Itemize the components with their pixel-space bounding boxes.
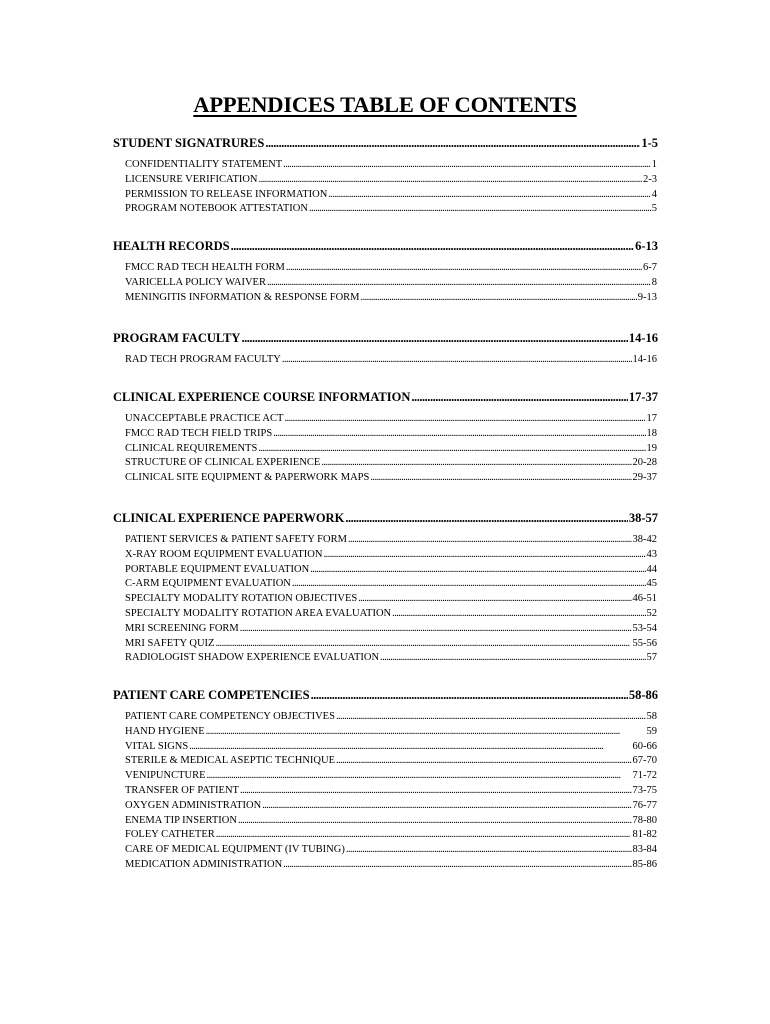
toc-entry — [125, 355, 657, 366]
section-title: PROGRAM FACULTY — [113, 331, 241, 345]
toc-entry — [125, 609, 657, 620]
toc-section-heading — [113, 512, 658, 525]
dot-leader — [273, 429, 645, 440]
dot-leader — [380, 653, 645, 664]
page-range: 76-77 — [632, 799, 657, 811]
entry-title: FMCC RAD TECH FIELD TRIPS — [125, 427, 273, 439]
page-range: 18 — [646, 427, 657, 439]
dot-leader — [358, 594, 631, 605]
toc-entry — [125, 653, 657, 664]
page-range: 59 — [646, 725, 657, 737]
toc-section-heading — [113, 689, 658, 702]
entry-title: ENEMA TIP INSERTION — [125, 814, 237, 826]
entry-title: X-RAY ROOM EQUIPMENT EVALUATION — [125, 548, 323, 560]
page-range: 58-86 — [628, 688, 658, 702]
page-range: 46-51 — [632, 593, 657, 605]
dot-leader — [336, 712, 646, 723]
entry-title: FMCC RAD TECH HEALTH FORM — [125, 262, 285, 273]
page-range: 6-13 — [635, 239, 658, 253]
dot-leader — [206, 727, 646, 738]
entry-title: OXYGEN ADMINISTRATION — [125, 799, 262, 811]
page-range: 38-57 — [628, 511, 658, 525]
entry-title: MEDICATION ADMINISTRATION — [125, 859, 283, 870]
dot-leader — [292, 579, 646, 590]
entry-title: VARICELLA POLICY WAIVER — [125, 276, 266, 288]
toc-entry — [125, 742, 657, 753]
toc-entry — [125, 594, 657, 605]
page-range: 17-37 — [628, 390, 658, 404]
page-title: APPENDICES TABLE OF CONTENTS — [193, 92, 577, 117]
page-range: 52 — [646, 608, 657, 619]
dot-leader — [215, 639, 631, 650]
dot-leader — [361, 293, 637, 304]
page-range: 78-80 — [632, 814, 657, 826]
toc-entry — [125, 727, 657, 738]
entry-title: MENINGITIS INFORMATION & RESPONSE FORM — [125, 291, 360, 303]
entry-title: STERILE & MEDICAL ASEPTIC TECHNIQUE — [125, 755, 335, 767]
page-range: 14-16 — [632, 354, 657, 365]
dot-leader — [231, 240, 634, 253]
page-range: 38-42 — [632, 534, 657, 545]
section-title: HEALTH RECORDS — [113, 239, 230, 253]
entry-title: CONFIDENTIALITY STATEMENT — [125, 159, 283, 170]
entry-title: FOLEY CATHETER — [125, 829, 215, 841]
dot-leader — [267, 278, 651, 289]
entry-title: CLINICAL SITE EQUIPMENT & PAPERWORK MAPS — [125, 472, 370, 484]
page-range: 81-82 — [632, 829, 657, 841]
entry-title: C-ARM EQUIPMENT EVALUATION — [125, 578, 291, 590]
entry-title: RADIOLOGIST SHADOW EXPERIENCE EVALUATION — [125, 652, 380, 664]
dot-leader — [348, 535, 632, 546]
dot-leader — [336, 756, 632, 767]
entry-title: CLINICAL REQUIREMENTS — [125, 442, 258, 454]
page-range: 29-37 — [632, 472, 657, 484]
toc-entry — [125, 458, 657, 469]
entry-title: RAD TECH PROGRAM FACULTY — [125, 354, 281, 365]
toc-section-heading — [113, 137, 658, 150]
page-range: 58 — [646, 711, 657, 722]
toc-entry — [125, 429, 657, 440]
toc-entry — [125, 473, 657, 484]
page-range: 6-7 — [643, 262, 657, 273]
entry-title: VITAL SIGNS — [125, 740, 189, 752]
dot-leader — [238, 816, 632, 827]
toc-entry — [125, 786, 657, 797]
dot-leader — [241, 332, 627, 345]
page-range: 73-75 — [632, 785, 657, 796]
dot-leader — [370, 473, 631, 484]
toc-entry — [125, 801, 657, 812]
page-range: 5 — [651, 203, 657, 215]
entry-title: PROGRAM NOTEBOOK ATTESTATION — [125, 203, 308, 215]
page-range: 20-28 — [632, 457, 657, 469]
dot-leader — [262, 801, 631, 812]
toc-section-heading — [113, 391, 658, 404]
page-range: 60-66 — [632, 740, 657, 752]
entry-title: VENIPUNCTURE — [125, 770, 206, 782]
toc-section-heading — [113, 332, 658, 345]
toc-entry — [125, 190, 657, 201]
toc-entry — [125, 771, 657, 782]
page-range: 4 — [651, 188, 657, 200]
dot-leader — [310, 565, 645, 576]
page-range: 1 — [651, 159, 657, 170]
dot-leader — [207, 771, 632, 782]
toc-entry — [125, 204, 657, 215]
entry-title: HAND HYGIENE — [125, 725, 205, 737]
dot-leader — [311, 689, 628, 702]
toc-entry — [125, 175, 657, 186]
dot-leader — [283, 160, 651, 171]
entry-title: CARE OF MEDICAL EQUIPMENT (IV TUBING) — [125, 844, 345, 856]
dot-leader — [265, 137, 640, 150]
toc-entry — [125, 550, 657, 561]
entry-title: PATIENT SERVICES & PATIENT SAFETY FORM — [125, 534, 347, 545]
dot-leader — [283, 860, 631, 871]
entry-title: PERMISSION TO RELEASE INFORMATION — [125, 188, 328, 200]
page-range: 57 — [646, 652, 657, 664]
entry-title: LICENSURE VERIFICATION — [125, 173, 258, 185]
toc-entry — [125, 263, 657, 274]
toc-entry — [125, 712, 657, 723]
dot-leader — [411, 391, 627, 404]
section-title: PATIENT CARE COMPETENCIES — [113, 688, 310, 702]
page-range: 2-3 — [643, 173, 657, 185]
dot-leader — [392, 609, 645, 620]
toc-entry — [125, 293, 657, 304]
entry-title: UNACCEPTABLE PRACTICE ACT — [125, 413, 284, 424]
dot-leader — [346, 845, 632, 856]
page-range: 71-72 — [632, 770, 657, 782]
page-range: 14-16 — [628, 331, 658, 345]
entry-title: PATIENT CARE COMPETENCY OBJECTIVES — [125, 711, 335, 722]
toc-section-heading — [113, 240, 658, 253]
entry-title: STRUCTURE OF CLINICAL EXPERIENCE — [125, 457, 321, 469]
page-range: 9-13 — [637, 291, 657, 303]
dot-leader — [240, 624, 632, 635]
toc-entry — [125, 535, 657, 546]
page-range: 83-84 — [632, 844, 657, 856]
toc-entry — [125, 756, 657, 767]
dot-leader — [282, 355, 632, 366]
dot-leader — [216, 830, 632, 841]
toc-entry — [125, 830, 657, 841]
page-range: 1-5 — [641, 136, 658, 150]
page-range: 67-70 — [632, 755, 657, 767]
section-title: CLINICAL EXPERIENCE COURSE INFORMATION — [113, 390, 411, 404]
toc-entry — [125, 639, 657, 650]
dot-leader — [259, 175, 642, 186]
page-range: 19 — [646, 442, 657, 454]
dot-leader — [240, 786, 632, 797]
entry-title: SPECIALTY MODALITY ROTATION OBJECTIVES — [125, 593, 358, 605]
entry-title: TRANSFER OF PATIENT — [125, 785, 239, 796]
dot-leader — [258, 444, 645, 455]
toc-entry — [125, 444, 657, 455]
toc-entry — [125, 565, 657, 576]
section-title: STUDENT SIGNATRURES — [113, 136, 265, 150]
toc-entry — [125, 414, 657, 425]
page-range: 8 — [651, 276, 657, 288]
page-range: 45 — [646, 578, 657, 590]
entry-title: MRI SCREENING FORM — [125, 622, 239, 634]
page-range: 85-86 — [632, 859, 657, 870]
page-range: 53-54 — [632, 622, 657, 634]
dot-leader — [189, 742, 631, 753]
toc-entry — [125, 579, 657, 590]
page-range: 55-56 — [632, 637, 657, 649]
entry-title: MRI SAFETY QUIZ — [125, 637, 215, 649]
toc-entry — [125, 860, 657, 871]
toc-entry — [125, 816, 657, 827]
toc-entry — [125, 624, 657, 635]
dot-leader — [309, 204, 651, 215]
dot-leader — [284, 414, 645, 425]
page-range: 43 — [646, 548, 657, 560]
entry-title: PORTABLE EQUIPMENT EVALUATION — [125, 563, 310, 575]
dot-leader — [323, 550, 645, 561]
page-range: 44 — [646, 563, 657, 575]
dot-leader — [345, 512, 628, 525]
entry-title: SPECIALTY MODALITY ROTATION AREA EVALUATION — [125, 608, 392, 619]
page-range: 17 — [646, 413, 657, 424]
dot-leader — [328, 190, 650, 201]
dot-leader — [286, 263, 642, 274]
section-title: CLINICAL EXPERIENCE PAPERWORK — [113, 511, 345, 525]
toc-entry — [125, 845, 657, 856]
toc-entry — [125, 160, 657, 171]
toc-entry — [125, 278, 657, 289]
dot-leader — [321, 458, 631, 469]
